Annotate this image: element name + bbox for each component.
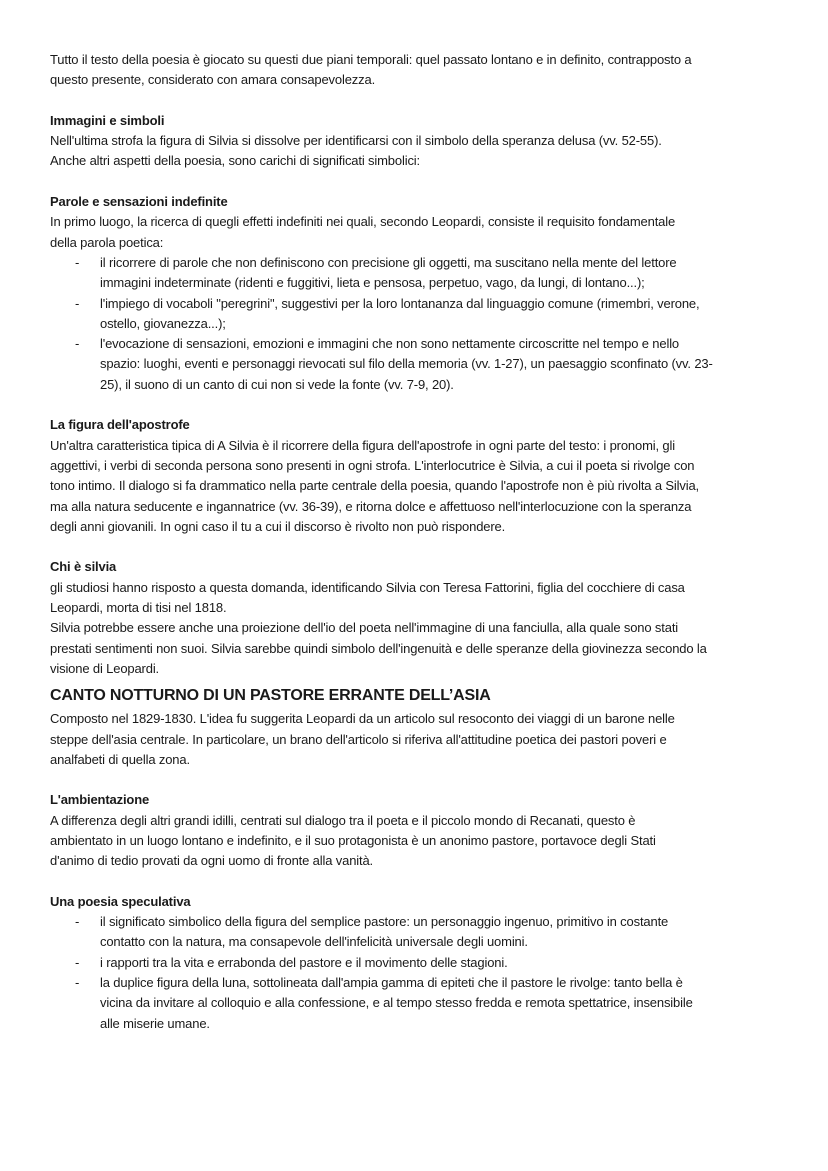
bullet-dash-icon: - — [75, 954, 80, 970]
spacer — [50, 770, 790, 790]
paragraph-line: tono intimo. Il dialogo si fa drammatico nella parte centrale della poesia, quando l'apostrofe non è più rivolta a Silvia, — [50, 478, 700, 494]
bullet-line — [50, 294, 790, 314]
paragraph-line: Anche altri aspetti della poesia, sono carichi di significati simbolici: — [50, 153, 420, 169]
bullet-text: il significato simbolico della figura del semplice pastore: un personaggio ingenuo, primitivo in costante — [100, 914, 669, 930]
document-page — [50, 50, 790, 1034]
bullet-text: i rapporti tra la vita e errabonda del pastore e il movimento delle stagioni. — [100, 954, 508, 970]
bullet-dash-icon: - — [75, 295, 80, 311]
paragraph-line: Tutto il testo della poesia è giocato su questi due piani temporali: quel passato lontano e in definito, contrapposto a — [50, 52, 692, 67]
bullet-line: ostello, giovanezza...); — [100, 315, 226, 331]
bullet-line: spazio: luoghi, eventi e personaggi rievocati sul filo della memoria (vv. 1-27), un paesaggio sconfinato (vv. 23- — [100, 356, 713, 372]
paragraph-line: In primo luogo, la ricerca di quegli effetti indefiniti nei quali, secondo Leopardi, consiste il requisito fondamentale — [50, 214, 676, 230]
paragraph-line: della parola poetica: — [50, 234, 164, 250]
paragraph-line: ambientato in un luogo lontano e indefinito, e il suo protagonista è un anonimo pastore, portavoce degli Stati — [50, 832, 656, 848]
bullet-dash-icon: - — [75, 254, 80, 270]
bullet-line — [50, 334, 790, 354]
paragraph-line: aggettivi, i verbi di seconda persona sono presenti in ogni strofa. L'interlocutrice è Silvia, a cui il poeta si rivolge con — [50, 457, 695, 473]
spacer — [50, 537, 790, 557]
bullet-line: 25), il suono di un canto di cui non si vede la fonte (vv. 7-9, 20). — [100, 376, 454, 392]
paragraph-line: gli studiosi hanno risposto a questa domanda, identificando Silvia con Teresa Fattorini, figlia del cocchiere di casa — [50, 579, 685, 595]
spacer — [50, 91, 790, 111]
bullet-line — [50, 973, 790, 993]
bullet-text: la duplice figura della luna, sottolineata dall'ampia gamma di epiteti che il pastore le rivolge: tanto bella è — [100, 975, 683, 991]
bullet-line — [50, 253, 790, 273]
paragraph-line: A differenza degli altri grandi idilli, centrati sul dialogo tra il poeta e il piccolo mondo di Recanati, questo è — [50, 812, 636, 828]
paragraph-line: Leopardi, morta di tisi nel 1818. — [50, 600, 227, 616]
section-heading: Immagini e simboli — [50, 112, 165, 128]
bullet-dash-icon: - — [75, 336, 80, 352]
bullet-dash-icon: - — [75, 975, 80, 991]
paragraph-line: Nell'ultima strofa la figura di Silvia si dissolve per identificarsi con il simbolo della speranza delusa (vv. 52-55). — [50, 133, 662, 149]
paragraph-line: Un'altra caratteristica tipica di A Silvia è il ricorrere della figura dell'apostrofe in ogni parte del testo: i pronomi, gli — [50, 437, 675, 453]
section-heading: Parole e sensazioni indefinite — [50, 194, 228, 210]
paragraph-line: d'animo di tedio provati da ogni uomo di fronte alla vanità. — [50, 853, 374, 869]
paragraph-line: degli anni giovanili. In ogni caso il tu a cui il discorso è rivolto non può rispondere. — [50, 518, 506, 534]
paragraph-line: analfabeti di quella zona. — [50, 751, 190, 767]
spacer — [50, 872, 790, 892]
paragraph-line: Silvia potrebbe essere anche una proiezione dell'io del poeta nell'immagine di una fanciulla, alla quale sono stati — [50, 620, 679, 636]
bullet-text: l'evocazione di sensazioni, emozioni e immagini che non sono nettamente circoscritte nel tempo e nello — [100, 336, 680, 352]
paragraph-line: prestati sentimenti non suoi. Silvia sarebbe quindi simbolo dell'ingenuità e delle speranze della giovinezza secondo la — [50, 640, 707, 656]
paragraph-line: Composto nel 1829-1830. L'idea fu suggerita Leopardi da un articolo sul resoconto dei viaggi di un barone nelle — [50, 711, 675, 727]
bullet-line: alle miserie umane. — [100, 1015, 210, 1031]
bullet-line: vicina da invitare al colloquio e alla confessione, e al tempo stesso fredda e remota spettatrice, insensibile — [100, 995, 693, 1011]
spacer — [50, 395, 790, 415]
paragraph-line: questo presente, considerato con amara consapevolezza. — [50, 72, 376, 88]
chapter-title: CANTO NOTTURNO DI UN PASTORE ERRANTE DELL’ASIA — [50, 687, 491, 705]
spacer — [50, 172, 790, 192]
bullet-line: contatto con la natura, ma consapevole dell'infelicità universale degli uomini. — [100, 934, 528, 950]
paragraph-line: ma alla natura seducente e ingannatrice (vv. 36-39), e ritorna dolce e affettuoso nell'interlocuzione con la speranza — [50, 498, 692, 514]
bullet-line — [50, 912, 790, 932]
bullet-text: l'impiego di vocaboli "peregrini", suggestivi per la loro lontananza dal linguaggio comune (rimembri, verone, — [100, 295, 700, 311]
section-heading: Una poesia speculativa — [50, 893, 191, 909]
bullet-dash-icon: - — [75, 914, 80, 930]
bullet-line: immagini indeterminate (ridenti e fuggitivi, lieta e pensosa, perpetuo, vago, da lungi, di lontano...); — [100, 275, 645, 291]
bullet-text: il ricorrere di parole che non definiscono con precisione gli oggetti, ma suscitano nella mente del lettore — [100, 254, 677, 270]
paragraph-line: visione di Leopardi. — [50, 660, 160, 676]
section-heading: L'ambientazione — [50, 792, 150, 808]
section-heading: Chi è silvia — [50, 559, 117, 575]
paragraph-line: steppe dell'asia centrale. In particolare, un brano dell'articolo si riferiva all'attitudine poetica dei pastori poveri e — [50, 731, 667, 747]
bullet-line — [50, 953, 790, 973]
section-heading: La figura dell'apostrofe — [50, 417, 190, 433]
